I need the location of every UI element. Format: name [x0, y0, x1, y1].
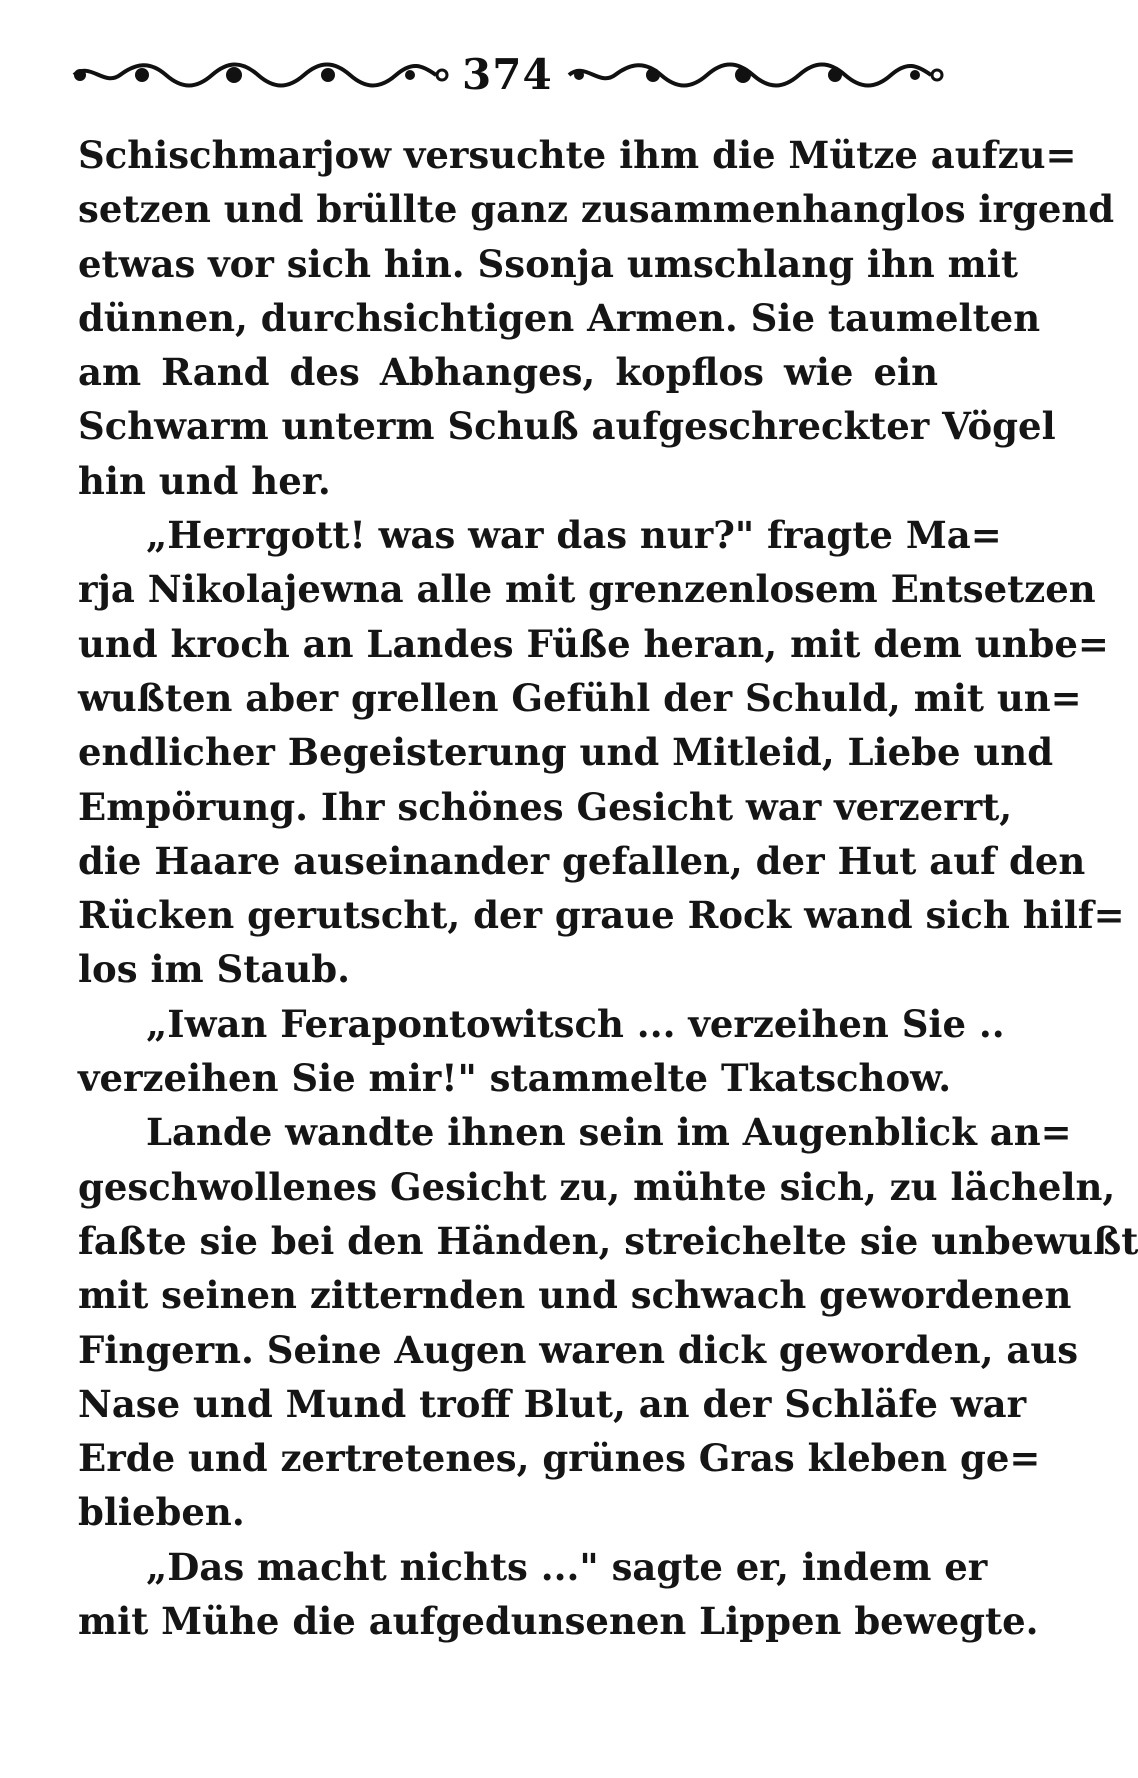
page-body-text — [78, 128, 1138, 1648]
text-line: blieben. — [78, 1490, 245, 1535]
text-line: etwas vor sich hin. Ssonja umschlang ihn mit — [78, 241, 1018, 286]
text-line: „Herrgott! was war das nur?" fragte Ma= — [146, 513, 1002, 558]
page-header — [70, 40, 940, 110]
text-line: wußten aber grellen Gefühl der Schuld, mit un= — [78, 675, 1082, 720]
page-number: 374 — [462, 50, 553, 99]
text-line: am Rand des Abhanges, kopflos wie ein — [78, 350, 938, 395]
text-line: Erde und zertretenes, grünes Gras kleben ge= — [78, 1436, 1041, 1481]
text-line: verzeihen Sie mir!" stammelte Tkatschow. — [78, 1056, 952, 1101]
decorative-rule-ornament-right — [565, 57, 945, 93]
text-line: Empörung. Ihr schönes Gesicht war verzerrt, — [78, 784, 1013, 829]
text-line: Nase und Mund troff Blut, an der Schläfe war — [78, 1381, 1027, 1426]
text-line: rja Nikolajewna alle mit grenzenlosem Entsetzen — [78, 567, 1096, 612]
text-line: mit seinen zitternden und schwach gewordenen — [78, 1273, 1072, 1318]
text-line: geschwollenes Gesicht zu, mühte sich, zu lächeln, — [78, 1164, 1116, 1209]
text-line: setzen und brüllte ganz zusammenhanglos irgend — [78, 187, 1115, 232]
text-line: dünnen, durchsichtigen Armen. Sie taumelten — [78, 295, 1041, 340]
text-line: Rücken gerutscht, der graue Rock wand sich hilf= — [78, 893, 1125, 938]
text-line: hin und her. — [78, 458, 331, 503]
text-line: Fingern. Seine Augen waren dick geworden, aus — [78, 1327, 1079, 1372]
text-line: und kroch an Landes Füße heran, mit dem unbe= — [78, 621, 1109, 666]
text-line: Schischmarjow versuchte ihm die Mütze aufzu= — [78, 133, 1077, 177]
text-line: Lande wandte ihnen sein im Augenblick an= — [146, 1110, 1072, 1155]
decorative-rule-ornament-left — [70, 57, 450, 93]
text-line: endlicher Begeisterung und Mitleid, Liebe und — [78, 730, 1054, 775]
text-line: Schwarm unterm Schuß aufgeschreckter Vögel — [78, 404, 1056, 449]
text-line: die Haare auseinander gefallen, der Hut auf den — [78, 838, 1086, 883]
text-line: „Das macht nichts ..." sagte er, indem er — [146, 1544, 988, 1589]
text-line: faßte sie bei den Händen, streichelte sie unbewußt — [78, 1218, 1138, 1263]
text-line: los im Staub. — [78, 947, 350, 992]
text-line: „Iwan Ferapontowitsch ... verzeihen Sie .. — [146, 1001, 1005, 1046]
text-line: mit Mühe die aufgedunsenen Lippen bewegte. — [78, 1599, 1039, 1644]
